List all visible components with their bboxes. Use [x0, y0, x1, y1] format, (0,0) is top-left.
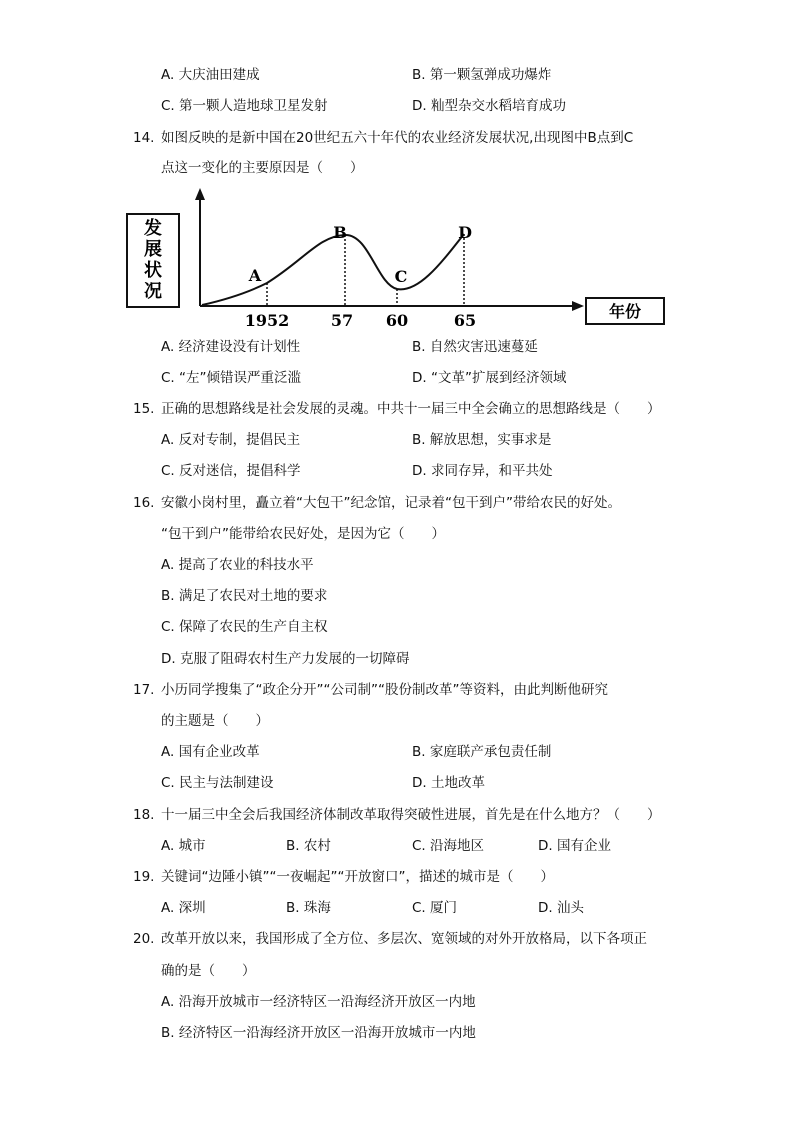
q14-option-d: D. “文革”扩展到经济领域: [412, 370, 567, 386]
q20-option-a: A. 沿海开放城市一经济特区一沿海经济开放区一内地: [161, 994, 476, 1010]
point-b-label: B: [333, 223, 347, 242]
q16-option-a: A. 提高了农业的科技水平: [161, 557, 314, 573]
q14-number: 14.: [133, 130, 155, 146]
q17-stem-line2: 的主题是（ ）: [161, 713, 269, 729]
q18-stem: 十一届三中全会后我国经济体制改革取得突破性进展，首先是在什么地方？（ ）: [161, 807, 661, 823]
agriculture-development-figure: [124, 186, 669, 330]
q14-option-a: A. 经济建设没有计划性: [161, 339, 301, 355]
q16-option-c: C. 保障了农民的生产自主权: [161, 619, 328, 635]
q19-stem: 关键词“边陲小镇”“一夜崛起”“开放窗口”，描述的城市是（ ）: [161, 869, 554, 885]
q17-option-b: B. 家庭联产承包责任制: [412, 744, 552, 760]
q15-option-d: D. 求同存异，和平共处: [412, 463, 553, 479]
q18-number: 18.: [133, 807, 155, 823]
x-label: 年份: [608, 302, 642, 321]
q15-option-b: B. 解放思想，实事求是: [412, 432, 552, 448]
q19-option-b: B. 珠海: [286, 900, 331, 916]
q16-stem-line2: “包干到户”能带给农民好处，是因为它（ ）: [161, 526, 445, 542]
q20-stem-line1: 改革开放以来，我国形成了全方位、多层次、宽领域的对外开放格局，以下各项正: [161, 931, 647, 947]
y-label-char-3: 状: [144, 260, 162, 281]
y-axis-arrow: [195, 188, 205, 200]
q19-option-c: C. 厦门: [412, 900, 458, 916]
q15-number: 15.: [133, 401, 155, 417]
q14-option-c: C. “左”倾错误严重泛滥: [161, 370, 301, 386]
q20-stem-line2: 确的是（ ）: [161, 963, 256, 979]
q15-option-c: C. 反对迷信，提倡科学: [161, 463, 301, 479]
year-label-65: 65: [453, 311, 477, 330]
q19-option-d: D. 汕头: [538, 900, 584, 916]
q17-option-c: C. 民主与法制建设: [161, 775, 274, 791]
q20-number: 20.: [133, 931, 155, 947]
q16-option-d: D. 克服了阻碍农村生产力发展的一切障碍: [161, 651, 410, 667]
q17-number: 17.: [133, 682, 155, 698]
y-label-char-1: 发: [144, 218, 162, 239]
point-a-label: A: [248, 266, 262, 285]
q13-option-d: D. 籼型杂交水稻培育成功: [412, 98, 566, 114]
q14-option-b: B. 自然灾害迅速蔓延: [412, 339, 538, 355]
y-label-char-2: 展: [144, 239, 162, 260]
q15-option-a: A. 反对专制，提倡民主: [161, 432, 301, 448]
q17-option-a: A. 国有企业改革: [161, 744, 260, 760]
q16-option-b: B. 满足了农民对土地的要求: [161, 588, 328, 604]
x-axis-arrow: [572, 301, 584, 311]
q19-number: 19.: [133, 869, 155, 885]
q15-stem: 正确的思想路线是社会发展的灵魂。中共十一届三中全会确立的思想路线是（ ）: [161, 401, 661, 417]
q14-stem-line1: 如图反映的是新中国在20世纪五六十年代的农业经济发展状况,出现图中B点到C: [161, 130, 634, 146]
point-d-label: D: [458, 223, 472, 242]
q19-option-a: A. 深圳: [161, 900, 206, 916]
point-c-label: C: [394, 267, 408, 286]
q13-option-a: A. 大庆油田建成: [161, 67, 260, 83]
q16-number: 16.: [133, 495, 155, 511]
q13-option-b: B. 第一颗氢弹成功爆炸: [412, 67, 552, 83]
y-label-char-4: 况: [144, 281, 162, 302]
q20-option-b: B. 经济特区一沿海经济开放区一沿海开放城市一内地: [161, 1025, 476, 1041]
year-label-57: 57: [330, 311, 354, 330]
q18-option-a: A. 城市: [161, 838, 206, 854]
year-label-1952: 1952: [244, 311, 290, 330]
q18-option-d: D. 国有企业: [538, 838, 611, 854]
q17-option-d: D. 土地改革: [412, 775, 485, 791]
q17-stem-line1: 小历同学搜集了“政企分开”“公司制”“股份制改革”等资料，由此判断他研究: [161, 682, 608, 698]
q18-option-b: B. 农村: [286, 838, 331, 854]
year-label-60: 60: [385, 311, 409, 330]
q13-option-c: C. 第一颗人造地球卫星发射: [161, 98, 328, 114]
q14-stem-line2: 点这一变化的主要原因是（ ）: [161, 160, 364, 176]
q18-option-c: C. 沿海地区: [412, 838, 485, 854]
development-curve: [202, 234, 464, 305]
q16-stem-line1: 安徽小岗村里，矗立着“大包干”纪念馆，记录着“包干到户”带给农民的好处。: [161, 495, 621, 511]
